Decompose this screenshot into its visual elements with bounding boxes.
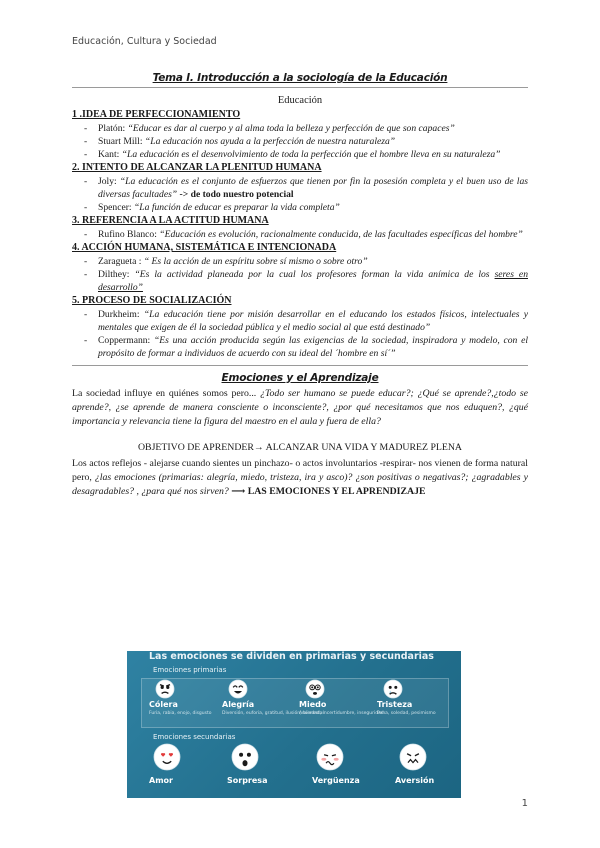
page-content [72,72,528,499]
emotion-face-icon [316,743,344,775]
subtitle-educacion: Educación [277,95,323,106]
definition-quote: “Es una acción producida según las exigencias de la sociedad, inspiradora y modelo, con el propósito de formar a individuos de acuerdo con su ideal del ´hombre en sí´” [98,335,528,359]
section-heading: 4. ACCIÓN HUMANA, SISTEMÁTICA E INTENCIONADA [72,242,337,253]
definition-item [72,308,528,334]
paragraph-reflexes-plain: Los actos reflejos - alejarse cuando sientes un pinchazo- o actos involuntarios -respirar- nos vienen de forma natural pero, [72,458,528,483]
definition-item [72,148,528,161]
definition-item [72,228,528,241]
emotion-description: Pena, soledad, pesimismo [377,711,436,716]
definition-author: Stuart Mill: [98,136,145,147]
definition-item [72,255,528,268]
definition-note: -> de todo nuestro potencial [177,189,294,200]
definition-author: Dilthey: [98,269,135,280]
definition-list [72,122,528,161]
emotion-face-icon [231,743,259,775]
definition-item [72,334,528,360]
definition-quote: “Educar es dar al cuerpo y al alma toda la belleza y perfección de que son capaces” [127,123,455,134]
emotion-name: Amor [149,776,173,785]
definition-item [72,175,528,201]
paragraph-society [72,387,528,429]
primary-emotions-label: Emociones primarias [153,666,227,674]
definition-quote: “La educación es el desenvolvimiento de toda la perfección que el hombre lleva en su naturaleza” [121,149,501,160]
title-tema-1: Tema I. Introducción a la sociología de la Educación [152,72,448,84]
divider-middle [72,365,528,366]
emotion-name: Vergüenza [312,776,360,785]
definition-quote: “ Es la acción de un espíritu sobre sí mismo o sobre otro” [143,256,368,267]
emotion-face-icon [399,743,427,775]
definition-author: Kant: [98,149,122,160]
emotion-description: Diversión, euforia, gratitud, ilusión, bienestar [222,711,325,716]
infographic-title: Las emociones se dividen en primarias y secundarias [149,651,434,662]
emotion-name: Cólera [149,700,178,709]
definition-quote: “La educación nos ayuda a la perfección de nuestra naturaleza” [144,136,396,147]
section-heading: 1 .IDEA DE PERFECCIONAMIENTO [72,109,241,120]
definition-author: Spencer: [98,202,134,213]
definition-list [72,308,528,360]
definitions-sections [72,108,528,360]
title-emociones: Emociones y el Aprendizaje [221,372,379,384]
definition-author: Durkheim: [98,309,144,320]
definition-author: Coppermann: [98,335,154,346]
definition-list [72,175,528,214]
emotion-face-icon [153,743,181,775]
emotion-name: Sorpresa [227,776,268,785]
definition-author: Zaragueta : [98,256,144,267]
definition-item [72,201,528,214]
paragraph-society-questions: ¿Todo ser humano se puede educar?; ¿Qué se aprende?,¿todo se aprende?, ¿se aprende de manera consciente o inconsciente?, ¿por qué necesitamos que nos eduquen?, ¿qué importancia y relevancia tiene la figura del maestro en el aula y fuera de ella? [72,388,528,427]
running-header: Educación, Cultura y Sociedad [72,36,217,47]
definition-quote: “Educación es evolución, racionalmente conducida, de las facultades específicas del hombre” [159,229,523,240]
definition-quote: “La educación tiene por misión desarrollar en el educando los estados físicos, intelectuales y mentales que exigen de él la sociedad pública y el medio social al que está destinado” [98,309,528,333]
emotion-name: Tristeza [377,700,413,709]
definition-item [72,268,528,294]
emotion-name: Alegría [222,700,255,709]
definition-list [72,228,528,241]
divider-top [72,87,528,88]
definition-quote: “La educación es el conjunto de esfuerzos que tienen por fin la posesión completa y el buen uso de las diversas facultades” [98,176,528,200]
secondary-emotions-label: Emociones secundarias [153,733,236,741]
objective-line: OBJETIVO DE APRENDER→ ALCANZAR UNA VIDA Y MADUREZ PLENA [137,442,463,453]
section-heading: 3. REFERENCIA A LA ACTITUD HUMANA [72,215,269,226]
definition-list [72,255,528,294]
paragraph-reflexes-questions: ¿las emociones (primarias: alegría, miedo, tristeza, ira y asco)? ¿son positivas o negativas?; ¿agradables y desagradables? , ¿para qué nos sirven? [72,472,528,497]
section-heading: 5. PROCESO DE SOCIALIZACIÓN [72,295,232,306]
emotion-name: Aversión [395,776,435,785]
paragraph-reflexes-conclusion: ⟶ LAS EMOCIONES Y EL APRENDIZAJE [228,486,426,497]
definition-item [72,122,528,135]
definition-author: Joly: [98,176,120,187]
definition-quote-underlined: seres en desarrollo” [98,269,528,293]
emotions-infographic [127,651,461,798]
paragraph-society-plain: La sociedad influye en quiénes somos pero... [72,388,261,399]
definition-author: Platón: [98,123,128,134]
definition-author: Rufino Blanco: [98,229,160,240]
definition-quote: “La función de educar es preparar la vida completa” [133,202,340,213]
page-number: 1 [521,798,528,809]
definition-quote: “Es la actividad planeada por la cual los profesores forman la vida anímica de los [134,269,495,280]
emotion-name: Miedo [299,700,327,709]
paragraph-reflexes [72,457,528,499]
emotion-description: Furia, rabia, enojo, disgusto [149,711,212,716]
definition-item [72,135,528,148]
emotion-description: Ansiedad, incertidumbre, inseguridad [299,711,384,716]
section-heading: 2. INTENTO DE ALCANZAR LA PLENITUD HUMANA [72,162,322,173]
